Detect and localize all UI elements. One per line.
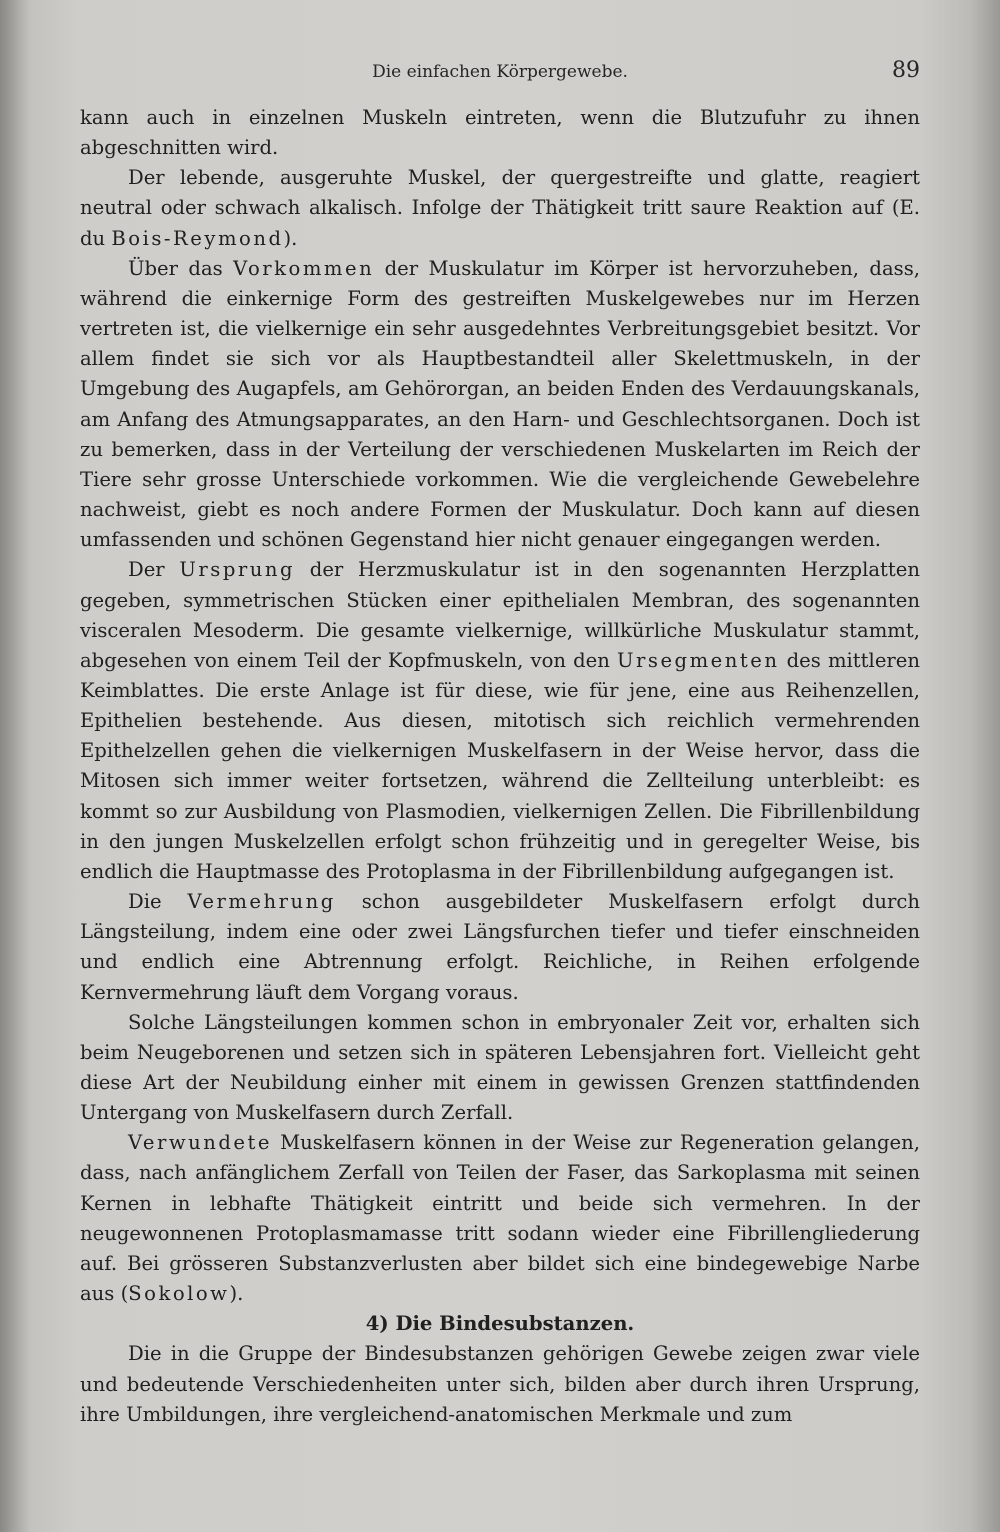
page-number: 89 <box>892 58 920 83</box>
paragraph-4: Der Ursprung der Herzmuskulatur ist in den sogenannten Herzplatten gegeben, symmetrischen Stücken einer epithelialen Membran, des sogenannten visceralen Mesoderm. Die gesamte vielkernige, willkürliche Muskulatur stammt, abgesehen von einem Teil der Kopfmuskeln, von den Ursegmenten des mittleren Keimblattes. Die erste Anlage ist für diese, wie für jene, eine aus Reihenzellen, Epithelien bestehende. Aus diesen, mitotisch sich reichlich vermehrenden Epithelzellen gehen die vielkernigen Muskelfasern in der Weise hervor, dass die Mitosen sich immer weiter fortsetzen, während die Zellteilung unterbleibt: es kommt so zur Ausbildung von Plasmodien, vielkernigen Zellen. Die Fibrillenbildung in den jungen Muskelzellen erfolgt schon frühzeitig und in geregelter Weise, bis endlich die Hauptmasse des Protoplasma in der Fibrillenbildung aufgegangen ist. <box>80 558 920 883</box>
emphasized-term: Ursprung <box>179 558 296 582</box>
emphasized-term: Vermehrung <box>187 890 336 914</box>
section-heading: 4) Die Bindesubstanzen. <box>365 1312 635 1336</box>
paragraph-7: Verwundete Muskelfasern können in der Weise zur Regeneration gelangen, dass, nach anfänglichem Zerfall von Teilen der Faser, das Sarkoplasma mit seinen Kernen in lebhafte Thätigkeit eintritt und beide sich vermehren. In der neugewonnenen Protoplasmamasse tritt sodann wieder eine Fibrillengliederung auf. Bei grösseren Substanzverlusten aber bildet sich eine bindegewebige Narbe aus (Sokolow). <box>80 1131 920 1306</box>
page-header <box>80 56 920 88</box>
paragraph-8: Die in die Gruppe der Bindesubstanzen gehörigen Gewebe zeigen zwar viele und bedeutende Verschiedenheiten unter sich, bilden aber durch ihren Ursprung, ihre Umbildungen, ihre vergleichend-anatomischen Merkmale und zum <box>80 1342 920 1426</box>
paragraph-5: Die Vermehrung schon ausgebildeter Muskelfasern erfolgt durch Längsteilung, indem eine oder zwei Längsfurchen tiefer und tiefer einschneiden und endlich eine Abtrennung erfolgt. Reichliche, in Reihen erfolgende Kernvermehrung läuft dem Vorgang voraus. <box>80 890 920 1004</box>
author-name: Sokolow <box>128 1282 230 1306</box>
running-title: Die einfachen Körpergewebe. <box>372 62 628 82</box>
paragraph-6: Solche Längsteilungen kommen schon in embryonaler Zeit vor, erhalten sich beim Neugeborenen und setzen sich in späteren Lebensjahren fort. Vielleicht geht diese Art der Neubildung einher mit einem in gewissen Grenzen stattfindenden Untergang von Muskelfasern durch Zerfall. <box>80 1010 920 1125</box>
emphasized-term: Vorkommen <box>233 256 375 280</box>
emphasized-term: Ursegmenten <box>617 648 780 672</box>
body-text <box>80 103 920 1430</box>
paragraph-2: Der lebende, ausgeruhte Muskel, der quergestreifte und glatte, reagiert neutral oder schwach alkalisch. Infolge der Thätigkeit tritt saure Reaktion auf (E. du Bois-Reymond). <box>80 166 920 250</box>
author-name: Bois-Reymond <box>111 226 284 250</box>
emphasized-term: Verwundete <box>128 1131 272 1155</box>
paragraph-3: Über das Vorkommen der Muskulatur im Körper ist hervorzuheben, dass, während die einkernige Form des gestreiften Muskelgewebes nur im Herzen vertreten ist, die vielkernige ein sehr ausgedehntes Verbreitungsgebiet besitzt. Vor allem findet sie sich vor als Hauptbestandteil aller Skelettmuskeln, in der Umgebung des Augapfels, am Gehörorgan, an beiden Enden des Verdauungskanals, am Anfang des Atmungsapparates, an den Harn- und Geschlechtsorganen. Doch ist zu bemerken, dass in der Verteilung der verschiedenen Muskelarten im Reich der Tiere sehr grosse Unterschiede vorkommen. Wie die vergleichende Gewebelehre nachweist, giebt es noch andere Formen der Muskulatur. Doch kann auf diesen umfassenden und schönen Gegenstand hier nicht genauer eingegangen werden. <box>80 256 920 552</box>
paragraph-1: kann auch in einzelnen Muskeln eintreten, wenn die Blutzufuhr zu ihnen abgeschnitten wird. <box>80 106 920 160</box>
